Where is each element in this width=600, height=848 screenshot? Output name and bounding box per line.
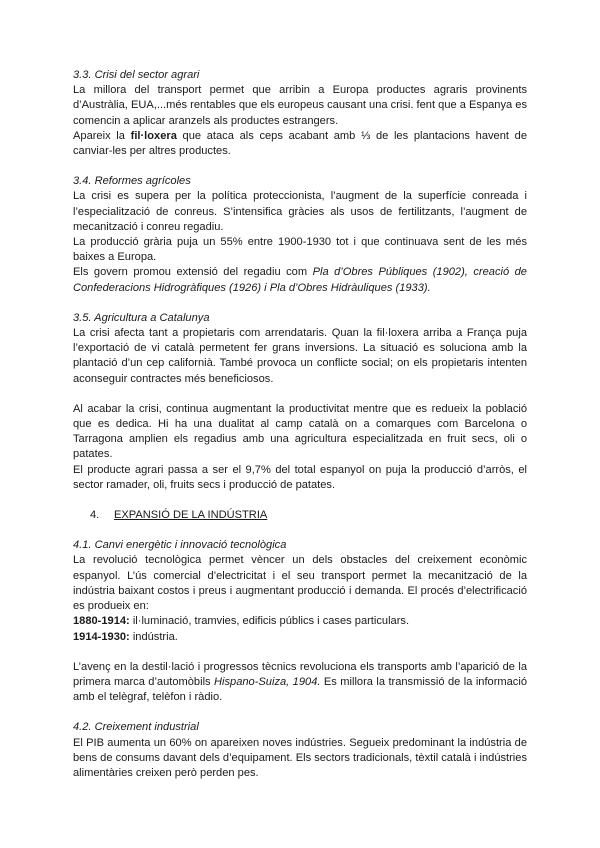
heading-4-1: 4.1. Canvi energètic i innovació tecnològica [73, 539, 287, 552]
date-line: 1880-1914: il·luminació, tramvies, edificis públics i cases particulars. [73, 615, 410, 628]
heading-3-4: 3.4. Reformes agrícoles [73, 175, 191, 188]
paragraph: La crisi afecta tant a propietaris com arrendataris. Quan la fil·loxera arriba a França puja l’exportació de vi català permetent fer grans inversions. La situació es soluciona amb la plantació d’un cep californià. També provoca un conflicte social; on els propietaris intenten aconseguir contractes més beneficiosos. [73, 327, 527, 385]
paragraph: El producte agrari passa a ser el 9,7% del total espanyol on puja la producció d’arròs, el sector ramader, oli, fruits secs i producció de patates. [73, 463, 527, 491]
heading-4-2: 4.2. Creixement industrial [73, 721, 199, 734]
section-heading-4: 4. EXPANSIÓ DE LA INDÚSTRIA [90, 509, 268, 522]
heading-3-5: 3.5. Agricultura a Catalunya [73, 311, 210, 324]
paragraph: Els govern promou extensió del regadiu com Pla d’Obres Públiques (1902), creació de Confederacions Hidrogràfiques (1926) i Pla d’Obres Hidràuliques (1933). [73, 266, 527, 294]
paragraph: La producció grària puja un 55% entre 1900-1930 tot i que continuava sent de les més baixes a Europa. [73, 236, 527, 264]
paragraph: Al acabar la crisi, continua augmentant la productivitat mentre que es redueix la població que es dedica. Hi ha una dualitat al camp català on a comarques com Barcelona o Tarragona amplien els regadius amb una agricultura especialitzada en fruit secs, oli o patates. [73, 402, 527, 461]
paragraph: La crisi es supera per la política proteccionista, l’augment de la superfície conreada i l’especialització de conreus. S’intensifica gràcies als usos de fertilitzants, l’augment de mecanització i conreu regadiu. [73, 190, 527, 233]
paragraph: El PIB aumenta un 60% on apareixen noves indústries. Segueix predominant la indústria de bens de consums davant dels d’equipament. Els sectors tradicionals, tèxtil català i indústries alimentàries creixen però perden pes. [73, 736, 527, 779]
paragraph: L’avenç en la destil·lació i progressos tècnics revoluciona els transports amb l’aparició de la primera marca d’automòbils Hispano-Suiza, 1904. Es millora la transmissió de la informació amb el telègraf, telèfon i ràdio. [73, 660, 527, 704]
document-page [73, 68, 527, 781]
emphasis-term: fil·loxera [130, 129, 177, 142]
date-line: 1914-1930: indústria. [73, 630, 178, 643]
paragraph: La millora del transport permet que arribin a Europa productes agraris provinents d’Austràlia, EUA,...més rentables que els europeus causant una crisi. fent que a Espanya es comencin a aplicar aranzels als productes estrangers. [73, 84, 527, 127]
paragraph: Apareix la fil·loxera que ataca als ceps acabant amb ⅓ de les plantacions havent de canviar-les per altres productes. [73, 129, 527, 158]
heading-3-3: 3.3. Crisi del sector agrari [73, 69, 200, 81]
paragraph: La revolució tecnològica permet vèncer un dels obstacles del creixement econòmic espanyol. L’ús comercial d’electricitat i el seu transport permet la mecanització de la indústria baixant costos i preus i augmentant producció i demanda. El procés d’electrificació es produeix en: [73, 554, 527, 613]
